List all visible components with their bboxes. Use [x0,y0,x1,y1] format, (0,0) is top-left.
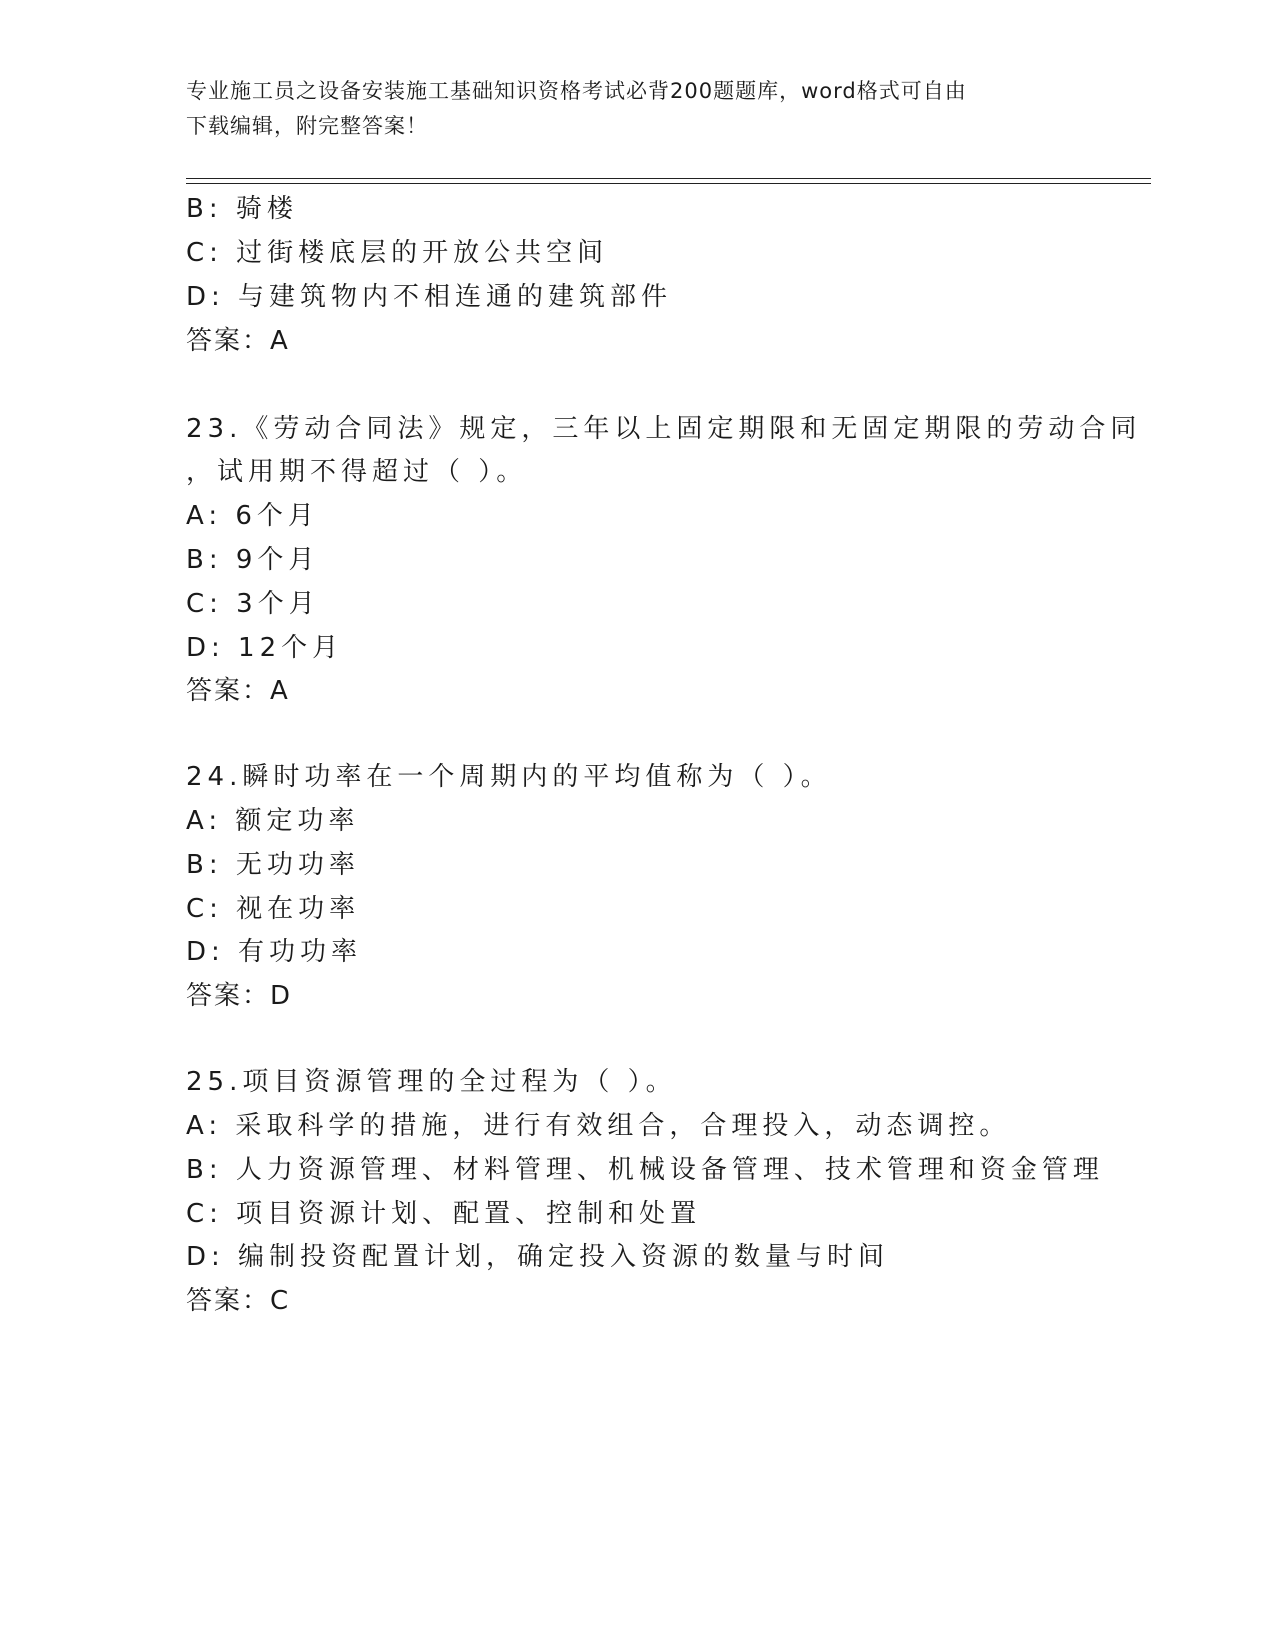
q25-option-d: D: 编制投资配置计划，确定投入资源的数量与时间 [186,1242,890,1272]
q25-question: 25.项目资源管理的全过程为（ ）。 [186,1067,677,1097]
q22-option-d: D: 与建筑物内不相连通的建筑部件 [186,282,673,312]
q25-answer: 答案：C [186,1286,291,1316]
q25-option-b: B: 人力资源管理、材料管理、机械设备管理、技术管理和资金管理 [186,1155,1104,1185]
q22-option-c: C: 过街楼底层的开放公共空间 [186,238,609,268]
q23-question-line-2: ，试用期不得超过（ ）。 [186,457,528,487]
q23-option-c: C: 3个月 [186,589,320,619]
q22-answer: 答案：A [186,326,290,356]
q24-option-d: D: 有功功率 [186,937,363,967]
header-rule-bottom [186,183,1151,184]
q24-option-a: A: 额定功率 [186,806,360,836]
q24-option-b: B: 无功功率 [186,850,360,880]
q23-option-d: D: 12个月 [186,633,344,663]
q23-question-line-1: 23.《劳动合同法》规定，三年以上固定期限和无固定期限的劳动合同 [186,414,1142,444]
q24-option-c: C: 视在功率 [186,894,361,924]
document-header [186,74,1086,144]
q23-option-a: A: 6个月 [186,501,319,531]
q24-answer: 答案：D [186,981,293,1011]
q24-question: 24.瞬时功率在一个周期内的平均值称为（ ）。 [186,762,832,792]
q25-option-a: A: 采取科学的措施，进行有效组合，合理投入，动态调控。 [186,1111,1011,1141]
header-line-1: 专业施工员之设备安装施工基础知识资格考试必背200题题库，word格式可自由 [186,79,967,103]
q23-answer: 答案：A [186,676,290,706]
header-line-2: 下载编辑，附完整答案！ [186,114,428,138]
q23-option-b: B: 9个月 [186,545,320,575]
q22-option-b: B: 骑楼 [186,194,298,224]
q25-option-c: C: 项目资源计划、配置、控制和处置 [186,1199,702,1229]
header-rule-top [186,178,1151,179]
